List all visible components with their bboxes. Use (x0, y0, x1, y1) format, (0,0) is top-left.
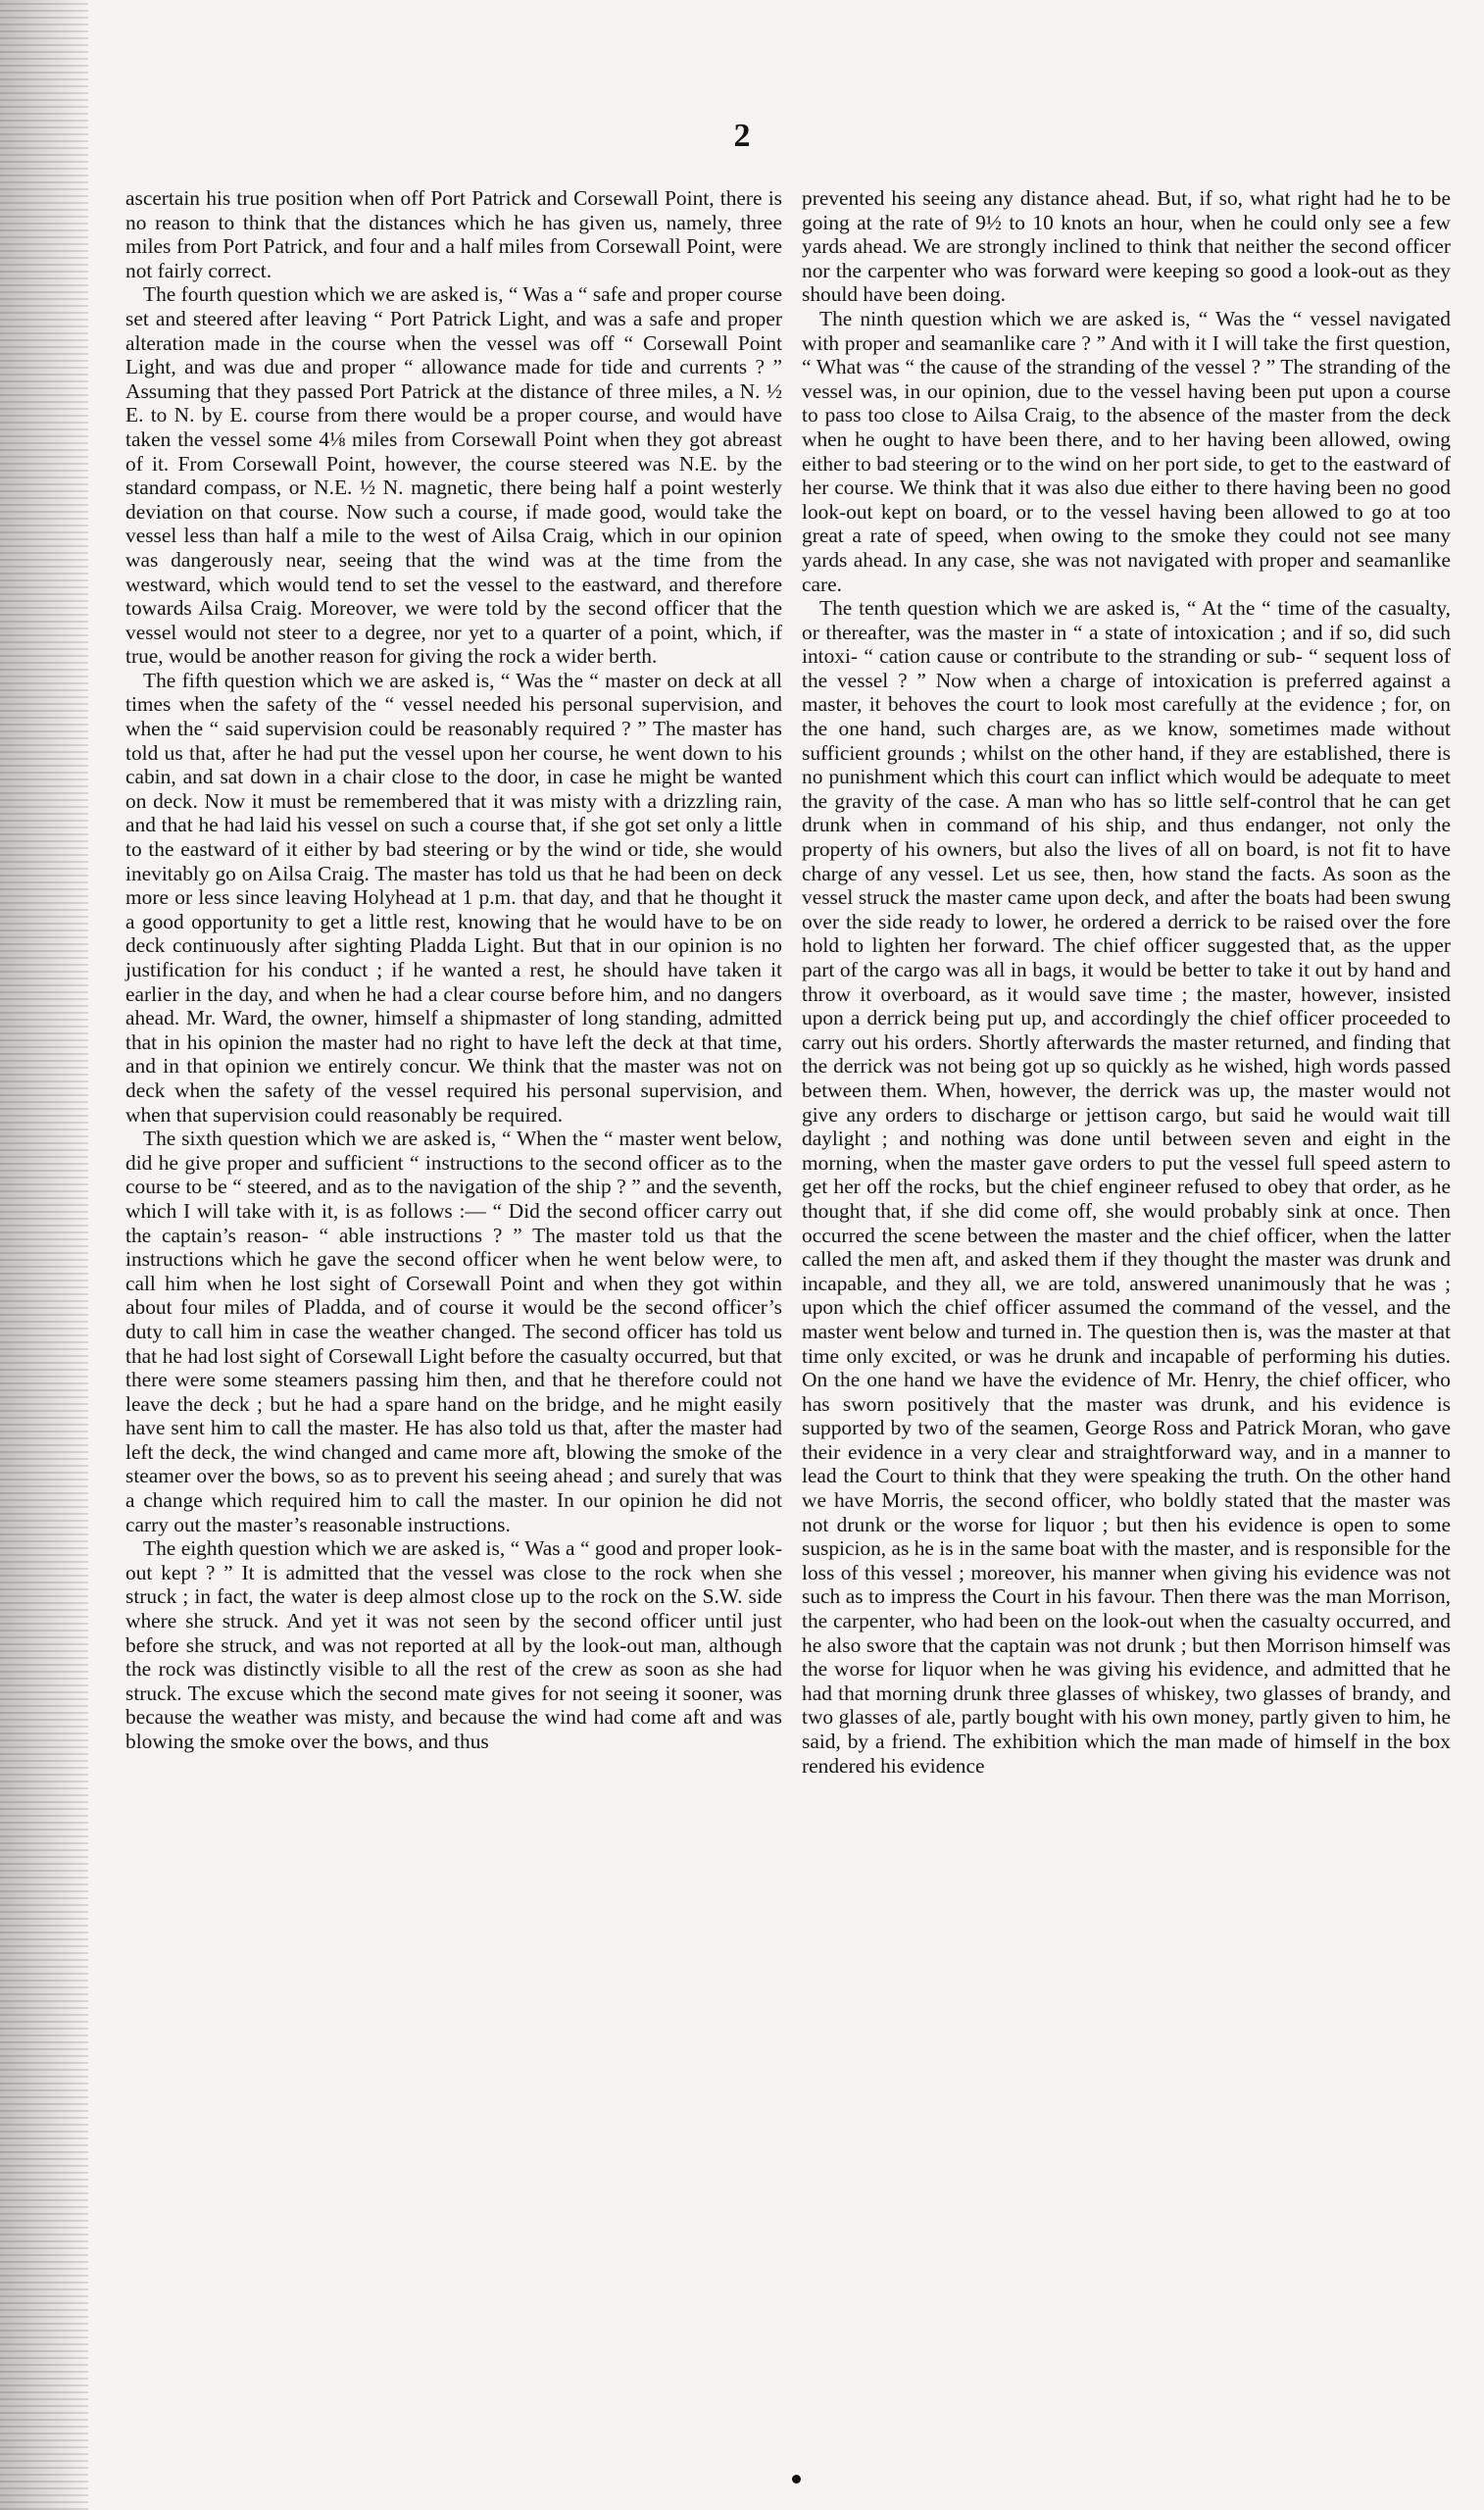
scan-edge-shadow (0, 0, 88, 2510)
paragraph: The sixth question which we are asked is, “ When the “ master went below, did he give proper and sufficient “ instructions to the second officer as to the course to be “ steered, and as to the navigation of the ship ? ” and the seventh, which I will take with it, is as follows :— “ Did the second officer carry out the captain’s reason- “ able instructions ? ” The master told us that the instructions which he gave the second officer when he went below were, to call him when he lost sight of Corsewall Point and when they got within about four miles of Pladda, and of course it would be the second officer’s duty to call him in case the weather changed. The second officer has told us that he had lost sight of Corsewall Light before the casualty occurred, but that there were some steamers passing him then, and that he therefore could not leave the deck ; but he had a spare hand on the bridge, and he might easily have sent him to call the master. He has also told us that, after the master had left the deck, the wind changed and came more aft, blowing the smoke of the steamer over the bows, so as to prevent his seeing ahead ; and surely that was a change which required him to call the master. In our opinion he did not carry out the master’s reasonable instructions. (125, 1127, 782, 1536)
paragraph: The fifth question which we are asked is, “ Was the “ master on deck at all times when the safety of the “ vessel needed his personal supervision, and when the “ said supervision could be reasonably required ? ” The master has told us that, after he had put the vessel upon her course, he went down to his cabin, and sat down in a chair close to the door, in case he might be wanted on deck. Now it must be remembered that it was misty with a drizzling rain, and that he had laid his vessel on such a course that, if she got set only a little to the eastward of it either by bad steering or by the wind or tide, she would inevitably go on Ailsa Craig. The master has told us that he had been on deck more or less since leaving Holyhead at 1 p.m. that day, and that he thought it a good opportunity to get a little rest, knowing that he would have to be on deck continuously after sighting Pladda Light. But that in our opinion is no justification for his conduct ; if he wanted a rest, he should have taken it earlier in the day, and when he had a clear course before him, and no dangers ahead. Mr. Ward, the owner, himself a shipmaster of long standing, admitted that in his opinion the master had no right to have left the deck at that time, and in that opinion we entirely concur. We think that the master was not on deck when the safety of the vessel required his personal supervision, and when that supervision could reasonably be required. (125, 668, 782, 1127)
right-column (802, 186, 1451, 1778)
footer-mark (792, 2475, 801, 2484)
paragraph: ascertain his true position when off Port Patrick and Corsewall Point, there is no reason to think that the distances which he has given us, namely, three miles from Port Patrick, and four and a half miles from Corsewall Point, were not fairly correct. (125, 186, 782, 282)
paragraph: prevented his seeing any distance ahead. But, if so, what right had he to be going at the rate of 9½ to 10 knots an hour, when he could only see a few yards ahead. We are strongly inclined to think that neither the second officer nor the carpenter who was forward were keeping so good a look-out as they should have been doing. (802, 186, 1451, 307)
page-number: 2 (733, 118, 751, 154)
paragraph: The tenth question which we are asked is, “ At the “ time of the casualty, or thereafter, was the master in “ a state of intoxication ; and if so, did such intoxi- “ cation cause or contribute to the stranding or sub- “ sequent loss of the vessel ? ” Now when a charge of intoxication is preferred against a master, it behoves the court to look most carefully at the evidence ; for, on the one hand, such charges are, as we know, sometimes made without sufficient grounds ; whilst on the other hand, if they are established, there is no punishment which this court can inflict which would be adequate to meet the gravity of the case. A man who has so little self-control that he can get drunk when in command of his ship, and thus endanger, not only the property of his owners, but also the lives of all on board, is not fit to have charge of any vessel. Let us see, then, how stand the facts. As soon as the vessel struck the master came upon deck, and after the boats had been swung over the side ready to lower, he ordered a derrick to be raised over the fore hold to lighten her forward. The chief officer suggested that, as the upper part of the cargo was all in bags, it would be better to take it out by hand and throw it overboard, as it would save time ; the master, however, insisted upon a derrick being put up, and accordingly the chief officer proceeded to carry out his orders. Shortly afterwards the master returned, and finding that the derrick was not being got up so quickly as he wished, high words passed between them. When, however, the derrick was up, the master would not give any orders to discharge or jettison cargo, but said he would wait till daylight ; and nothing was done until between seven and eight in the morning, when the master gave orders to put the vessel full speed astern to get her off the rocks, but the chief engineer refused to obey that order, as he thought that, if she did come off, she would probably sink at once. Then occurred the scene between the master and the chief officer, when the latter called the men aft, and asked them if they thought the master was drunk and incapable, and they all, we are told, answered unanimously that he was ; upon which the chief officer assumed the command of the vessel, and the master went below and turned in. The question then is, was the master at that time only excited, or was he drunk and incapable of performing his duties. On the one hand we have the evidence of Mr. Henry, the chief officer, who has sworn positively that the master was drunk, and his evidence is supported by two of the seamen, George Ross and Patrick Moran, who gave their evidence in a very clear and straightforward way, and in a manner to lead the Court to think that they were speaking the truth. On the other hand we have Morris, the second officer, who boldly stated that the master was not drunk or the worse for liquor ; but then his evidence is open to some suspicion, as he is in the same boat with the master, and is responsible for the loss of this vessel ; moreover, his manner when giving his evidence was not such as to impress the Court in his favour. Then there was the man Morrison, the carpenter, who had been on the look-out when the casualty occurred, and he also swore that the captain was not drunk ; but then Morrison himself was the worse for liquor when he was giving his evidence, and admitted that he had that morning drunk three glasses of whiskey, two glasses of brandy, and two glasses of ale, partly bought with his own money, partly given to him, he said, by a friend. The exhibition which the man made of himself in the box rendered his evidence (802, 596, 1451, 1778)
paragraph: The eighth question which we are asked is, “ Was a “ good and proper look-out kept ? ” It is admitted that the vessel was close to the rock when she struck ; in fact, the water is deep almost close up to the rock on the S.W. side where she struck. And yet it was not seen by the second officer until just before she struck, and was not reported at all by the look-out man, although the rock was distinctly visible to all the rest of the crew as soon as she had struck. The excuse which the second mate gives for not seeing it sooner, was because the weather was misty, and because the wind had come aft and was blowing the smoke over the bows, and thus (125, 1536, 782, 1753)
left-column (125, 186, 782, 1754)
paragraph: The fourth question which we are asked is, “ Was a “ safe and proper course set and steered after leaving “ Port Patrick Light, and was a safe and proper alteration made in the course when the vessel was off “ Corsewall Point Light, and was due and proper “ allowance made for tide and currents ? ” Assuming that they passed Port Patrick at the distance of three miles, a N. ½ E. to N. by E. course from there would be a proper course, and would have taken the vessel some 4⅛ miles from Corsewall Point when they got abreast of it. From Corsewall Point, however, the course steered was N.E. by the standard compass, or N.E. ½ N. magnetic, there being half a point westerly deviation on that course. Now such a course, if made good, would take the vessel less than half a mile to the west of Ailsa Craig, which in our opinion was dangerously near, seeing that the wind was at the time from the westward, which would tend to set the vessel to the eastward, and therefore towards Ailsa Craig. Moreover, we were told by the second officer that the vessel would not steer to a degree, nor yet to a quarter of a point, which, if true, would be another reason for giving the rock a wider berth. (125, 282, 782, 669)
paragraph: The ninth question which we are asked is, “ Was the “ vessel navigated with proper and seamanlike care ? ” And with it I will take the first question, “ What was “ the cause of the stranding of the vessel ? ” The stranding of the vessel was, in our opinion, due to the vessel having been put upon a course to pass too close to Ailsa Craig, to the absence of the master from the deck when he ought to have been there, and to her having been allowed, owing either to bad steering or to the wind on her port side, to get to the eastward of her course. We think that it was also due either to there having been no good look-out kept on board, or to the vessel having been allowed to go at too great a rate of speed, when owing to the smoke they could not see many yards ahead. In any case, she was not navigated with proper and seamanlike care. (802, 306, 1451, 596)
